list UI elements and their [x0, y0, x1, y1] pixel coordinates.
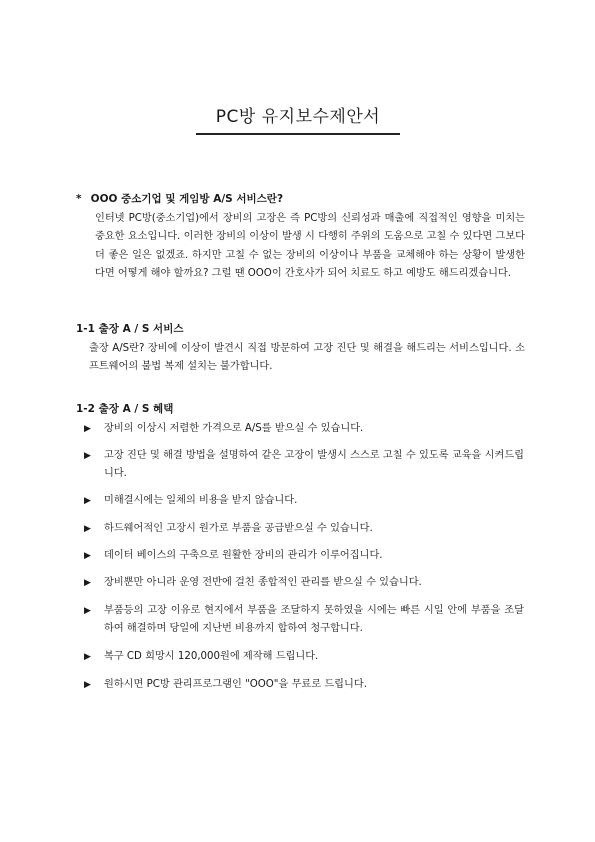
list-item-text: 장비뿐만 아니라 운영 전반에 걸친 종합적인 관리를 받으실 수 있습니다.: [104, 577, 422, 588]
triangle-bullet-icon: ▶: [84, 451, 91, 461]
list-item: [84, 492, 524, 510]
document-title: PC방 유지보수제안서: [196, 102, 400, 135]
service-paragraph: 출장 A/S란? 장비에 이상이 발견시 직접 방문하여 고장 진단 및 해결을 해드리는 서비스입니다. 소프트웨어의 불법 복제 설치는 불가합니다.: [89, 343, 525, 373]
list-item-text: 미해결시에는 일체의 비용을 받지 않습니다.: [104, 495, 298, 506]
triangle-bullet-icon: ▶: [84, 578, 91, 588]
list-item: [84, 676, 524, 694]
triangle-bullet-icon: ▶: [84, 606, 91, 616]
intro-heading: [76, 191, 283, 206]
intro-heading-text: OOO 중소기업 및 게임방 A/S 서비스란?: [90, 193, 284, 205]
list-item: [84, 420, 524, 438]
triangle-bullet-icon: ▶: [84, 496, 91, 506]
list-item-text: 장비의 이상시 저렴한 가격으로 A/S를 받으실 수 있습니다.: [104, 423, 364, 434]
list-item-text: 부품등의 고장 이유로 현지에서 부품을 조달하지 못하였을 시에는 빠른 시일 안에 부품을 조달하여 해결하며 당일에 지난번 비용까지 합하여 청구합니다.: [104, 605, 524, 634]
list-item: [84, 574, 524, 592]
list-item: [84, 648, 524, 666]
intro-paragraph: 인터넷 PC방(중소기업)에서 장비의 고장은 즉 PC방의 신뢰성과 매출에 직접적인 영향을 미치는 중요한 요소입니다. 이러한 장비의 이상이 발생 시 다행히 주위의 도움으로 고칠 수 있다면 그보다 더 좋은 일은 없겠죠. 하지만 고칠 수 없는 장비의 이상이나 부품을 교체해야 하는 상황이 발생한다면 어떻게 해야 할까요? 그럴 땐 OOO이 간호사가 되어 치료도 하고 예방도 해드리겠습니다.: [95, 213, 525, 279]
triangle-bullet-icon: ▶: [84, 524, 91, 534]
triangle-bullet-icon: ▶: [84, 551, 91, 561]
list-item-text: 데이터 베이스의 구축으로 원활한 장비의 관리가 이루어집니다.: [104, 550, 383, 561]
list-item: [84, 602, 524, 638]
triangle-bullet-icon: ▶: [84, 424, 91, 434]
list-item-text: 원하시면 PC방 관리프로그램인 "OOO"을 무료로 드립니다.: [104, 679, 367, 690]
triangle-bullet-icon: ▶: [84, 652, 91, 662]
list-item-text: 복구 CD 희망시 120,000원에 제작해 드립니다.: [104, 651, 319, 662]
list-item-text: 하드웨어적인 고장시 원가로 부품을 공급받으실 수 있습니다.: [104, 523, 373, 534]
list-item: [84, 547, 524, 565]
asterisk-marker: *: [76, 193, 82, 205]
list-item: [84, 520, 524, 538]
list-item: [84, 447, 524, 483]
section-heading-service: 1-1 출장 A / S 서비스: [76, 323, 184, 335]
list-item-text: 고장 진단 및 해결 방법을 설명하여 같은 고장이 발생시 스스로 고칠 수 있도록 교육을 시켜드립니다.: [104, 450, 524, 479]
triangle-bullet-icon: ▶: [84, 680, 91, 690]
section-heading-benefits: 1-2 출장 A / S 혜택: [76, 403, 174, 415]
